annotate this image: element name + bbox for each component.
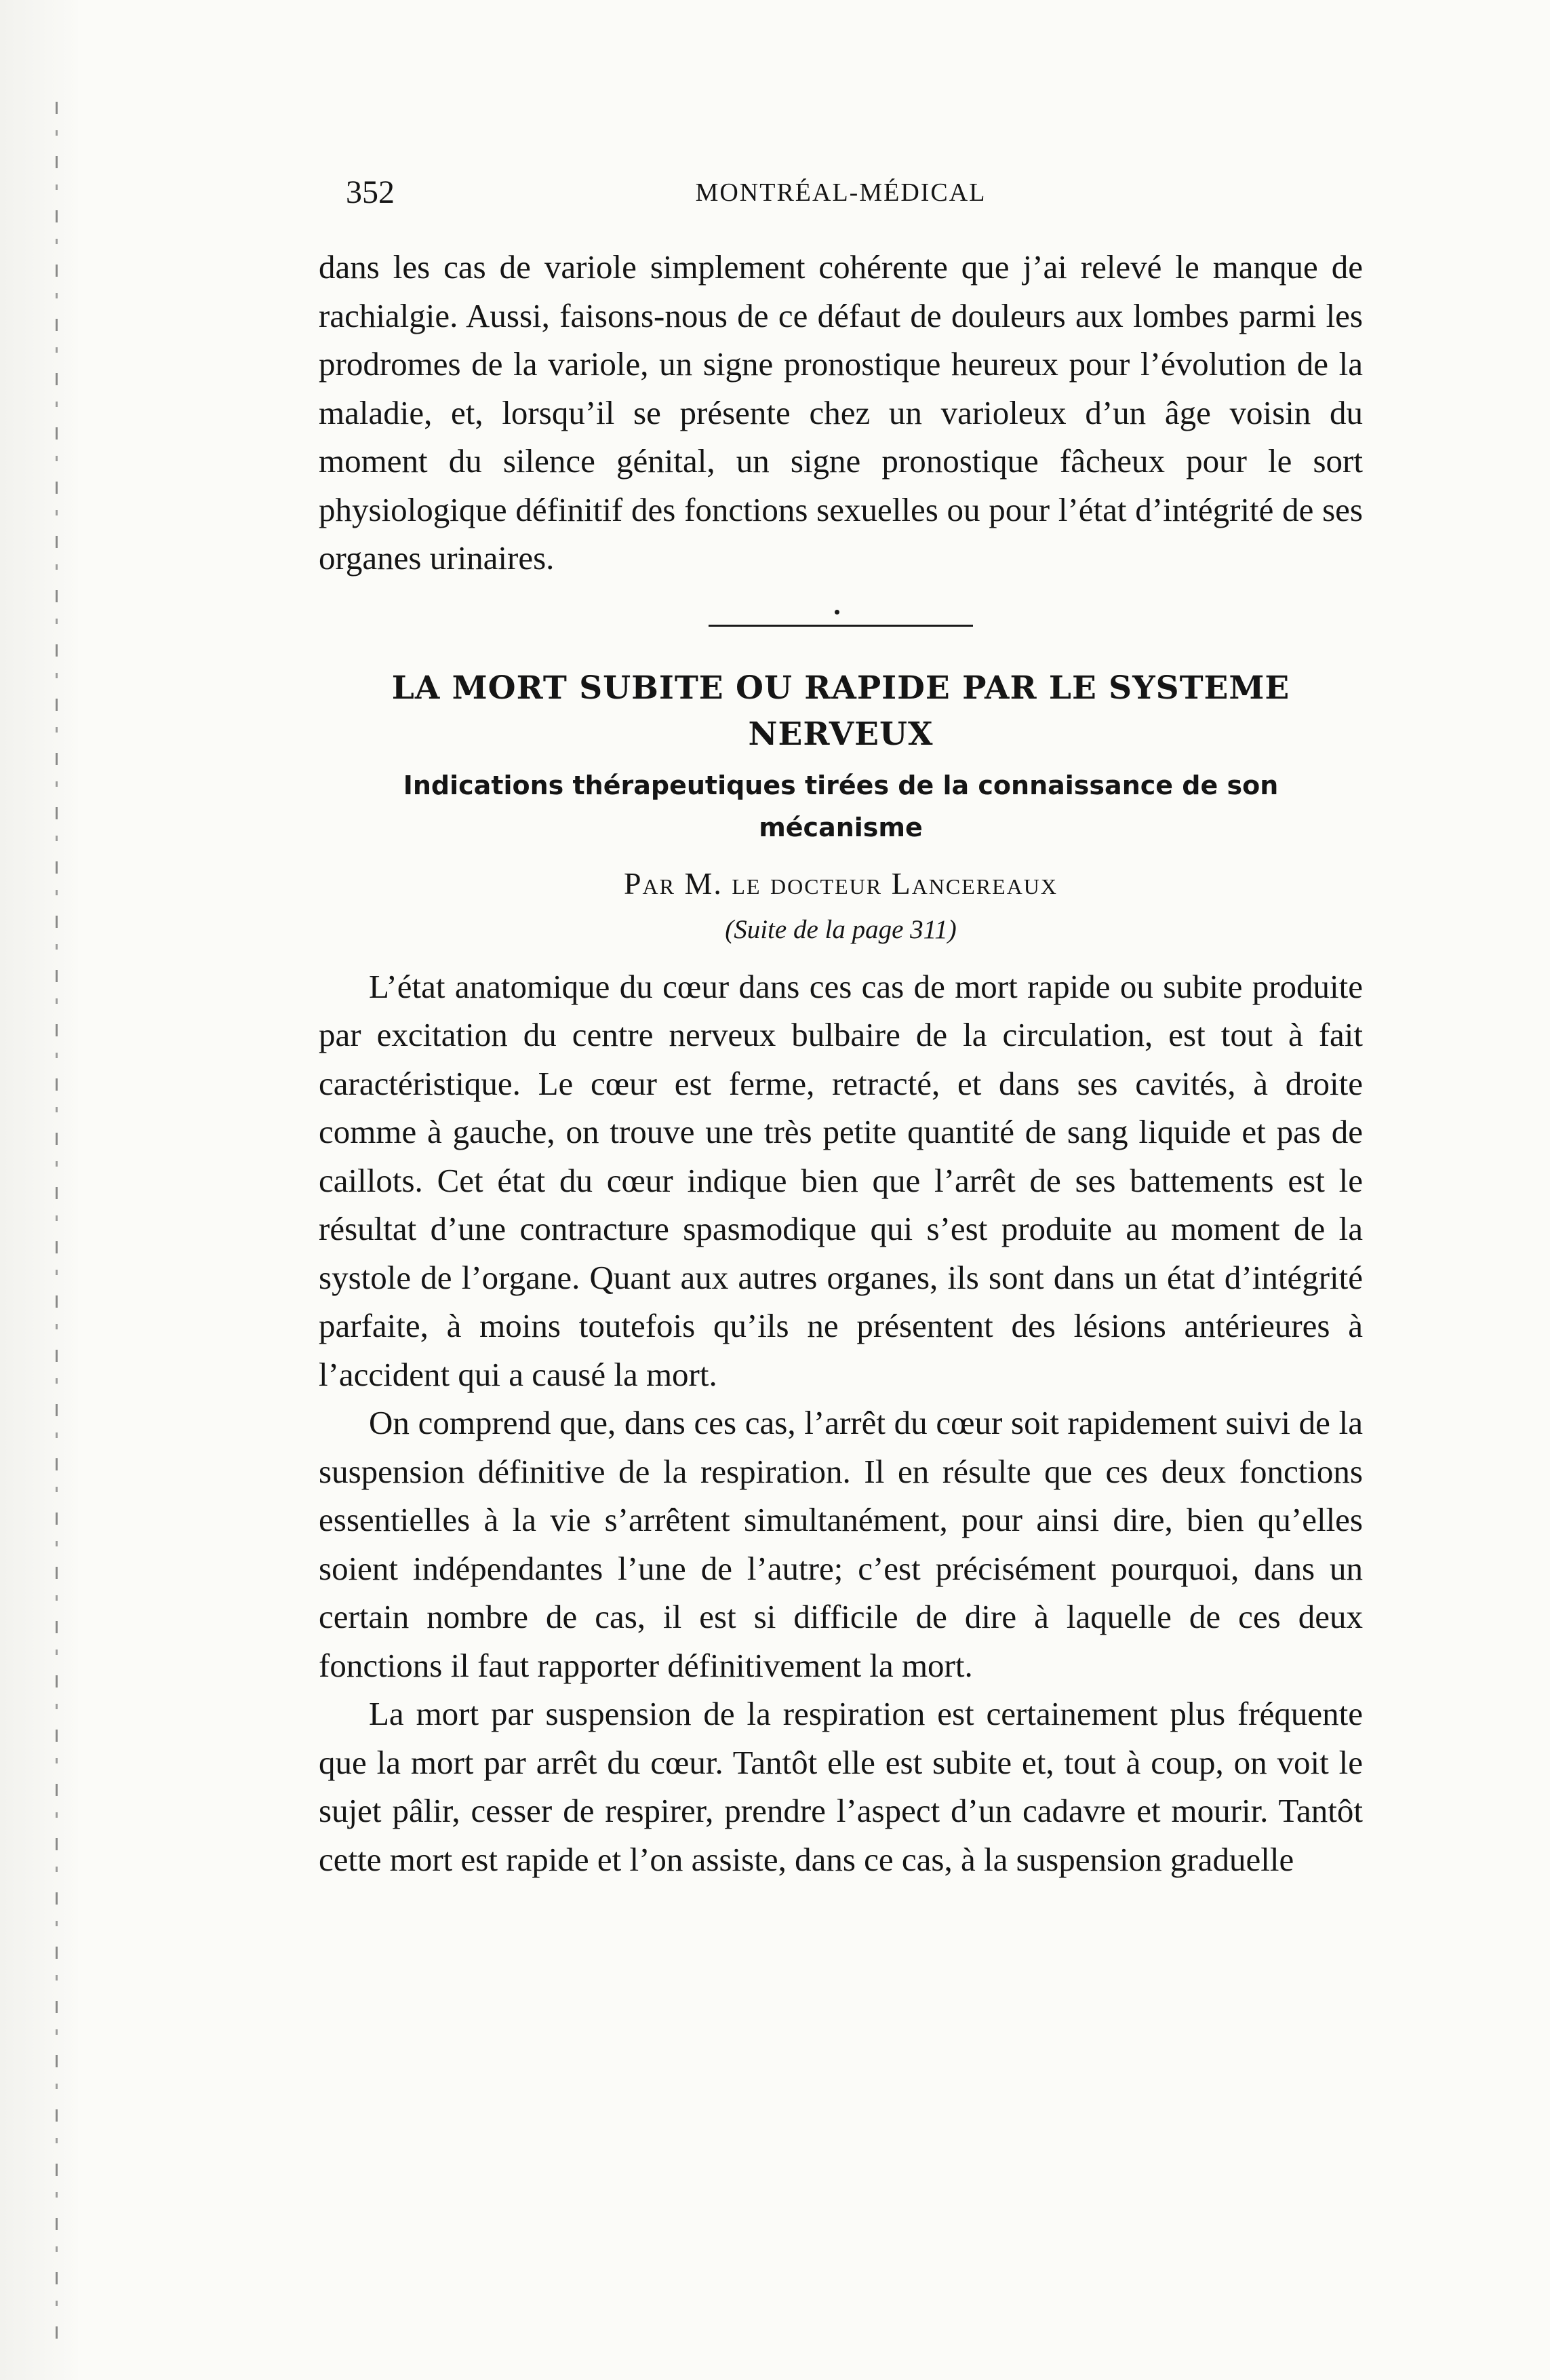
article-paragraph-2: On comprend que, dans ces cas, l’arrêt du cœur soit rapidement suivi de la suspension définitive de la respiration. Il en résulte que ces deux fonctions essentielles à la vie s’arrêtent simultanément, pour ainsi dire, bien qu’elles soient indépendantes l’une de l’autre; c’est précisément pourquoi, dans un certain nombre de cas, il est si difficile de dire à laquelle de ces deux fonctions il faut rapporter définitivement la mort. — [319, 1404, 1363, 1684]
binding-edge-mark — [56, 102, 58, 2354]
article-subtitle: Indications thérapeutiques tirées de la connaissance de son mécanisme — [403, 770, 1279, 842]
journal-title: MONTRÉAL-MÉDICAL — [695, 178, 987, 207]
article-paragraph-1: L’état anatomique du cœur dans ces cas de mort rapide ou subite produite par excitation du centre nerveux bulbaire de la circulation, est tout à fait caractéristique. Le cœur est ferme, retracté, et dans ses cavités, à droite comme à gauche, on trouve une très petite quantité de sang liquide et pas de caillots. Cet état du cœur indique bien que l’arrêt de ses battements est le résultat d’une contracture spasmodique qui s’est produite au moment de la systole de l’organe. Quant aux autres organes, ils sont dans un état d’intégrité parfaite, à moins toutefois qu’ils ne présentent des lésions antérieures à l’accident qui a causé la mort. — [319, 967, 1363, 1393]
separator-rule — [709, 625, 973, 627]
section-separator — [319, 592, 1363, 650]
previous-article-ending: dans les cas de variole simplement cohérente que j’ai relevé le manque de rachialgie. Aussi, faisons-nous de ce défaut de douleurs aux lombes parmi les prodromes de la variole, un signe pronostique heureux pour l’évolution de la maladie, et, lorsqu’il se présente chez un varioleux d’un âge voisin du moment du silence génital, un signe pronostique fâcheux pour le sort physiologique définitif des fonctions sexuelles ou pour l’état d’intégrité de ses organes urinaires. — [319, 248, 1363, 577]
continuation-note: (Suite de la page 311) — [725, 914, 957, 944]
article-title: LA MORT SUBITE OU RAPIDE PAR LE SYSTEME NERVEUX — [391, 669, 1290, 753]
article-section — [319, 665, 1363, 1884]
article-paragraph-3: La mort par suspension de la respiration est certainement plus fréquente que la mort par arrêt du cœur. Tantôt elle est subite et, tout à coup, on voit le sujet pâlir, cesser de respirer, prendre l’aspect d’un cadavre et mourir. Tantôt cette mort est rapide et l’on assiste, dans ce cas, à la suspension graduelle — [319, 1695, 1363, 1878]
running-header — [319, 170, 1363, 217]
scanned-gutter — [0, 0, 78, 2380]
article-author: Par M. le docteur Lancereaux — [623, 865, 1058, 901]
book-page — [319, 170, 1363, 1884]
page-number: 352 — [346, 174, 395, 210]
separator-dot — [835, 610, 839, 614]
